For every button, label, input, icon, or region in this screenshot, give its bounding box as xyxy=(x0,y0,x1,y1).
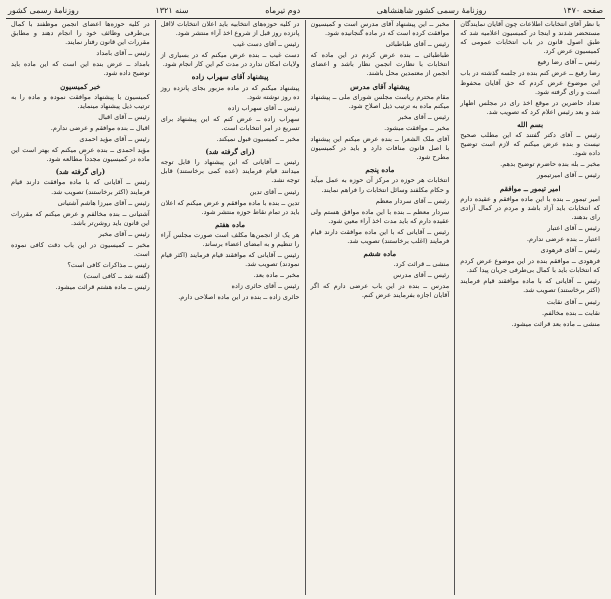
paragraph: منشی ــ قرائت کرد. xyxy=(393,260,450,269)
paragraph: رئیس ــ آقایانی که با این ماده موافقت دارند قیام فرمایند (اغلب برخاستند) تصویب شد. xyxy=(310,227,450,245)
paragraph: مخبر ــ بله بنده حاضرم توضیح بدهم. xyxy=(500,160,600,169)
paragraph: بامداد ــ عرض بنده این است که این ماده باید توضیح داده شود. xyxy=(11,60,150,78)
section-heading: امیر تیمور ــ موافقم xyxy=(499,183,561,193)
section-heading: (رای گرفته شد) xyxy=(55,167,106,177)
page-number: صفحه ۱۴۷۰ xyxy=(562,6,603,15)
paragraph: کمیسیون با پیشنهاد موافقت نموده و ماده را به ترتیب ذیل پیشنهاد مینماید. xyxy=(11,92,150,110)
paragraph: آقای ملک الشعرا ــ بنده عرض میکنم این پیشنهاد با اصل قانون منافات دارد و باید در کمیسیون مطرح شود. xyxy=(310,135,450,162)
paragraph: رئیس ــ آقای مخبر xyxy=(98,229,150,238)
paragraph: رئیس ــ آقای مخبر xyxy=(398,112,450,121)
paragraph: رئیس ــ آقای میرزا هاشم آشتیانی xyxy=(57,198,150,207)
paragraph: مخبر ــ این پیشنهاد آقای مدرس است و کمیسیون موافقت کرده است که در ماده گنجانیده شود. xyxy=(310,20,450,38)
paragraph: رئیس ــ آقای رضا رفیع xyxy=(537,58,600,67)
paragraph: رئیس ــ آقایانی که موافقند قیام فرمایند (اکثر قیام نمودند) تصویب شد. xyxy=(160,251,300,269)
paragraph: حائری زاده ــ بنده در این ماده اصلاحی دارم. xyxy=(178,293,300,302)
paragraph: رئیس ــ آقای مؤید احمدی xyxy=(79,135,150,144)
paragraph: مخبر ــ ماده بعد. xyxy=(253,271,300,280)
column-2 xyxy=(306,20,456,595)
paragraph: رضا رفیع ــ عرض کنم بنده در جلسه گذشته در باب این موضوع عرض کردم که حق آقایان محفوظ است و رای گرفته شود. xyxy=(460,69,600,96)
paragraph: سردار معظم ــ بنده با این ماده موافق هستم ولی عقیده دارم که باید مدت اخذ آراء معین شود. xyxy=(310,207,450,225)
paragraph: مخبر ــ موافقت میشود. xyxy=(384,123,450,132)
paragraph: امیر تیمور ــ بنده با این ماده موافقم و عقیده دارم که انتخابات باید آزاد باشد و مردم در کمال آزادی رای بدهند. xyxy=(460,194,600,221)
column-4 xyxy=(6,20,156,595)
page-header xyxy=(6,4,605,19)
text-columns xyxy=(6,20,605,595)
section-heading: پیشنهاد آقای مدرس xyxy=(350,81,410,91)
paragraph: منشی ــ ماده بعد قرائت میشود. xyxy=(511,319,600,328)
paragraph: رئیس ــ آقای اعتبار xyxy=(547,223,600,232)
paragraph: انتخابات هر حوزه در مرکز آن حوزه به عمل میآید و حکام مکلفند وسائل انتخابات را فراهم نمایند. xyxy=(310,176,450,194)
paragraph: رئیس ــ آقایانی که با ماده موافقت دارند قیام فرمایند (اکثر برخاستند) تصویب شد. xyxy=(11,178,150,196)
paragraph: (گفته شد ــ کافی است) xyxy=(83,272,150,281)
paragraph: سهراب زاده ــ عرض کنم که این پیشنهاد برای تسریع در امر انتخابات است. xyxy=(160,114,300,132)
paragraph: رئیس ــ آقای سهراب زاده xyxy=(228,103,300,112)
paragraph: دست غیب ــ بنده عرض میکنم که در بسیاری از ولایات امکان ندارد در مدت کم این کار انجام شود. xyxy=(160,51,300,69)
section-heading: خبر کمیسیون xyxy=(60,81,101,91)
column-3 xyxy=(156,20,306,595)
paragraph: رئیس ــ آقای فرهودی xyxy=(540,246,600,255)
paragraph: رئیس ــ آقای اقبال xyxy=(98,112,150,121)
paragraph: رئیس ــ مذاکرات کافی است؟ xyxy=(67,261,150,270)
paragraph: رئیس ــ آقای حائری زاده xyxy=(231,282,300,291)
paragraph: در کلیه حوزه‌ها اعضای انجمن موظفند با کمال بی‌طرفی وظائف خود را انجام دهند و مطابق مقررات این قانون رفتار نمایند. xyxy=(11,20,150,47)
paragraph: با نظر آقای انتخابات اطلاعات چون آقایان نمایندگان مستحضر شدند و اینجا در کمیسیون اعلامیه شد که طبق اصول قانون در باب انتخابات عمومی که کمیسیون عرض کرد. xyxy=(460,20,600,56)
paragraph: مخبر ــ کمیسیون قبول نمیکند. xyxy=(216,135,300,144)
paragraph: مخبر ــ کمیسیون در این باب دقت کافی نموده است. xyxy=(11,240,150,259)
paragraph: رئیس ــ آقایانی که این پیشنهاد را قابل توجه میدانند قیام فرمایند (عده کمی برخاستند) قابل توجه نشد. xyxy=(160,158,300,185)
column-1 xyxy=(455,20,605,595)
paragraph: رئیس ــ آقای نقابت xyxy=(546,297,600,306)
paragraph: آشتیانی ــ بنده مخالفم و عرض میکنم که مقررات این قانون باید روشن‌تر باشد. xyxy=(11,209,150,227)
paragraph: اقبال ــ بنده موافقم و عرضی ندارم. xyxy=(50,123,150,132)
section-heading: ماده پنجم xyxy=(365,165,395,175)
paragraph: رئیس ــ آقای تدین xyxy=(249,187,300,196)
paragraph: رئیس ــ آقای سردار معظم xyxy=(375,196,450,205)
paragraph: فرهودی ــ موافقم بنده در این موضوع عرض کردم که انتخابات باید با کمال بی‌طرفی جریان پیدا کند. xyxy=(460,257,600,275)
section-heading: ماده هفتم xyxy=(215,219,246,229)
newspaper-title-left: روزنامه‌ٔ رسمی کشور xyxy=(8,6,79,15)
paragraph: رئیس ــ ماده هشتم قرائت میشود. xyxy=(55,283,150,292)
issue-date: دوم تیرماه xyxy=(265,6,301,15)
paragraph: نقابت ــ بنده مخالفم. xyxy=(541,308,600,317)
paragraph: رئیس ــ آقای مدرس xyxy=(393,271,450,280)
newspaper-title-right: روزنامه‌ٔ رسمی کشور شاهنشاهی xyxy=(376,6,487,15)
paragraph: رئیس ــ آقای امیرتیمور xyxy=(537,171,600,180)
paragraph: رئیس ــ آقای طباطبائی xyxy=(385,40,450,49)
paragraph: رئیس ــ آقای دست غیب xyxy=(232,40,300,49)
section-heading: ماده ششم xyxy=(363,249,397,259)
paragraph: در کلیه حوزه‌های انتخابیه باید اعلان انتخابات لااقل پانزده روز قبل از شروع اخذ آراء منتشر شود. xyxy=(160,20,300,38)
paragraph: تدین ــ بنده با ماده موافقم و عرض میکنم که اعلان باید در تمام نقاط حوزه منتشر شود. xyxy=(160,198,300,216)
paragraph: رئیس ــ آقای دکتر گفتند که این مطلب صحیح نیست و بنده عرض میکنم که لازم است توضیح داده شود. xyxy=(460,131,600,158)
paragraph: رئیس ــ آقای بامداد xyxy=(96,49,150,58)
paragraph: رئیس ــ آقایانی که با ماده موافقند قیام فرمایند (اکثر برخاستند) تصویب شد. xyxy=(460,277,600,295)
paragraph: پیشنهاد میکنم که در ماده مزبور بجای پانزده روز ده روز نوشته شود. xyxy=(160,83,300,101)
paragraph: طباطبائی ــ بنده عرض کردم در این ماده که انتخابات با نظارت انجمن نظار باشد و اعضای انجمن از معتمدین محل باشند. xyxy=(310,51,450,78)
paragraph: مدرس ــ بنده در این باب عرضی دارم که اگر آقایان اجازه بفرمایند عرض کنم. xyxy=(310,282,450,300)
issue-year: سنه ۱۳۲۱ xyxy=(155,6,189,15)
paragraph: هر یک از انجمن‌ها مکلف است صورت مجلس آراء را تنظیم و به امضای اعضاء برساند. xyxy=(160,230,300,248)
section-heading: بسم الله xyxy=(517,119,544,129)
paragraph: مؤید احمدی ــ بنده عرض میکنم که بهتر است این ماده در کمیسیون مجدداً مطالعه شود. xyxy=(11,146,150,164)
paragraph: تعداد حاضرین در موقع اخذ رای در مجلس اظهار شد و بعد رئیس اعلام کرد که تصویب شد. xyxy=(460,98,600,116)
paragraph: اعتبار ــ بنده عرضی ندارم. xyxy=(526,234,600,243)
paragraph: مقام محترم ریاست مجلس شورای ملی ــ پیشنهاد میکنم ماده به ترتیب ذیل اصلاح شود. xyxy=(310,92,450,110)
section-heading: پیشنهاد آقای سهراب زاده xyxy=(191,72,269,82)
section-heading: (رای گرفته شد) xyxy=(205,147,255,157)
